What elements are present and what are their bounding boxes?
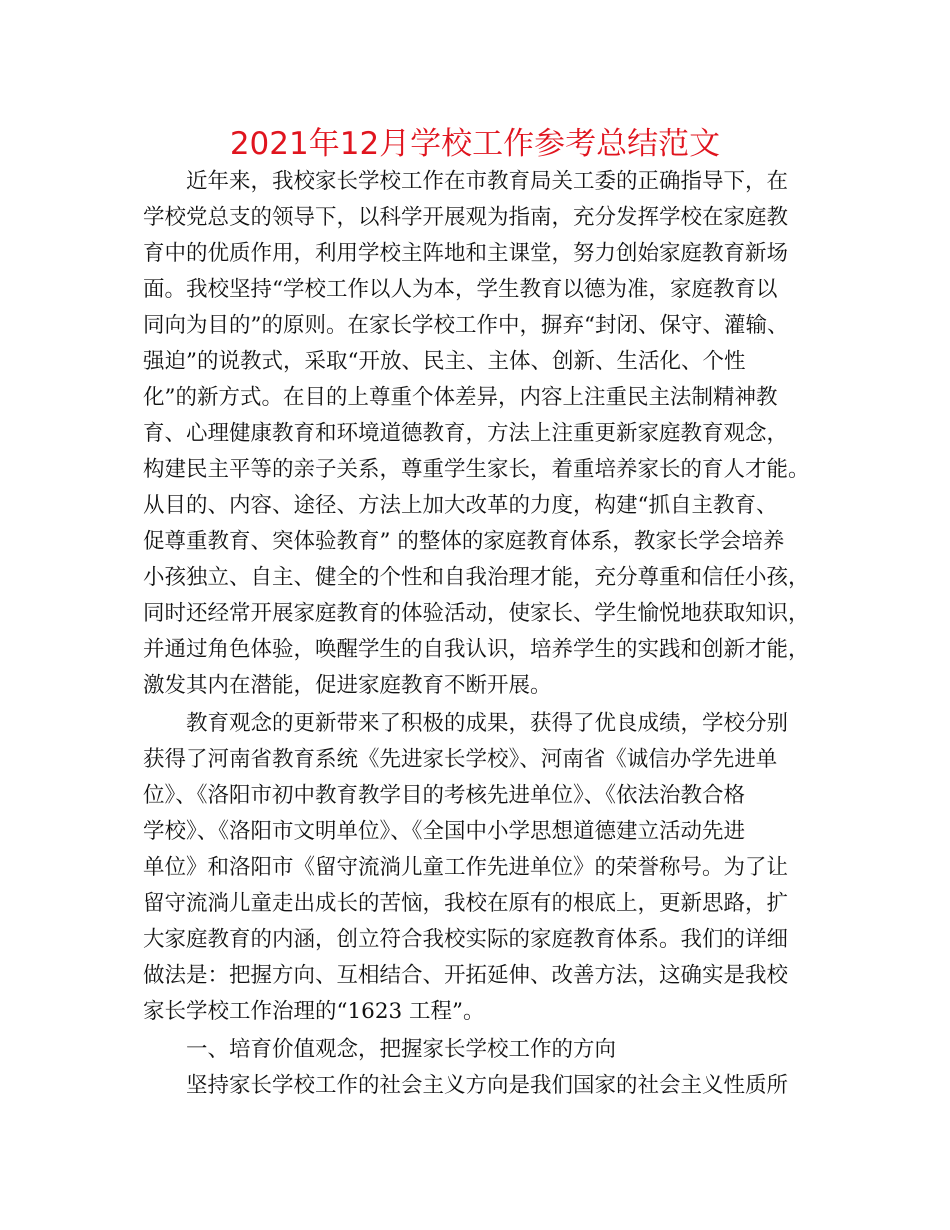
body-line: 位》、《洛阳市初中教育教学目的考核先进单位》、《依法治教合格	[143, 783, 746, 808]
section-heading: 一、培育价值观念，把握家长学校工作的方向	[186, 1037, 617, 1062]
body-line: 大家庭教育的内涵，创立符合我校实际的家庭教育体系。我们的详细	[143, 927, 789, 952]
document-title: 2021年12月学校工作参考总结范文	[229, 126, 721, 162]
body-line: 育中的优质作用，利用学校主阵地和主课堂，努力创始家庭教育新场	[143, 241, 789, 266]
body-line: 做法是：把握方向、互相结合、开拓延伸、改善方法，这确实是我校	[143, 963, 789, 988]
body-line: 小孩独立、自主、健全的个性和自我治理才能，充分尊重和信任小孩，	[143, 565, 810, 590]
body-line: 家长学校工作治理的“1623 工程”。	[143, 999, 485, 1024]
body-line: 面。我校坚持“学校工作以人为本，学生教育以德为准，家庭教育以	[143, 277, 778, 302]
body-line: 近年来，我校家长学校工作在市教育局关工委的正确指导下，在	[186, 169, 789, 194]
body-line: 并通过角色体验，唤醒学生的自我认识，培养学生的实践和创新才能，	[143, 637, 810, 662]
body-line: 育、心理健康教育和环境道德教育，方法上注重更新家庭教育观念，	[143, 421, 789, 446]
body-line: 坚持家长学校工作的社会主义方向是我们国家的社会主义性质所	[186, 1073, 789, 1098]
body-line: 学校》、《洛阳市文明单位》、《全国中小学思想道德建立活动先进	[143, 819, 746, 844]
body-line: 教育观念的更新带来了积极的成果，获得了优良成绩，学校分别	[186, 711, 789, 736]
body-line: 从目的、内容、途径、方法上加大改革的力度，构建“抓自主教育、	[143, 493, 778, 518]
body-line: 单位》和洛阳市《留守流淌儿童工作先进单位》的荣誉称号。为了让	[143, 855, 789, 880]
body-line: 激发其内在潜能，促进家庭教育不断开展。	[143, 673, 552, 698]
body-line: 学校党总支的领导下，以科学开展观为指南，充分发挥学校在家庭教	[143, 205, 789, 230]
body-line: 留守流淌儿童走出成长的苦恼，我校在原有的根底上，更新思路，扩	[143, 891, 789, 916]
body-line: 构建民主平等的亲子关系，尊重学生家长，着重培养家长的育人才能。	[143, 457, 810, 482]
body-line: 强迫”的说教式，采取“开放、民主、主体、创新、生活化、个性	[143, 349, 746, 374]
body-line: 获得了河南省教育系统《先进家长学校》、河南省《诚信办学先进单	[143, 747, 778, 772]
body-line: 同时还经常开展家庭教育的体验活动，使家长、学生愉悦地获取知识，	[143, 601, 810, 626]
body-line: 同向为目的”的原则。在家长学校工作中，摒弃“封闭、保守、灌输、	[143, 313, 789, 338]
body-line: 促尊重教育、突体验教育” 的整体的家庭教育体系，教家长学会培养	[143, 529, 785, 554]
body-line: 化”的新方式。在目的上尊重个体差异，内容上注重民主法制精神教	[143, 385, 778, 410]
